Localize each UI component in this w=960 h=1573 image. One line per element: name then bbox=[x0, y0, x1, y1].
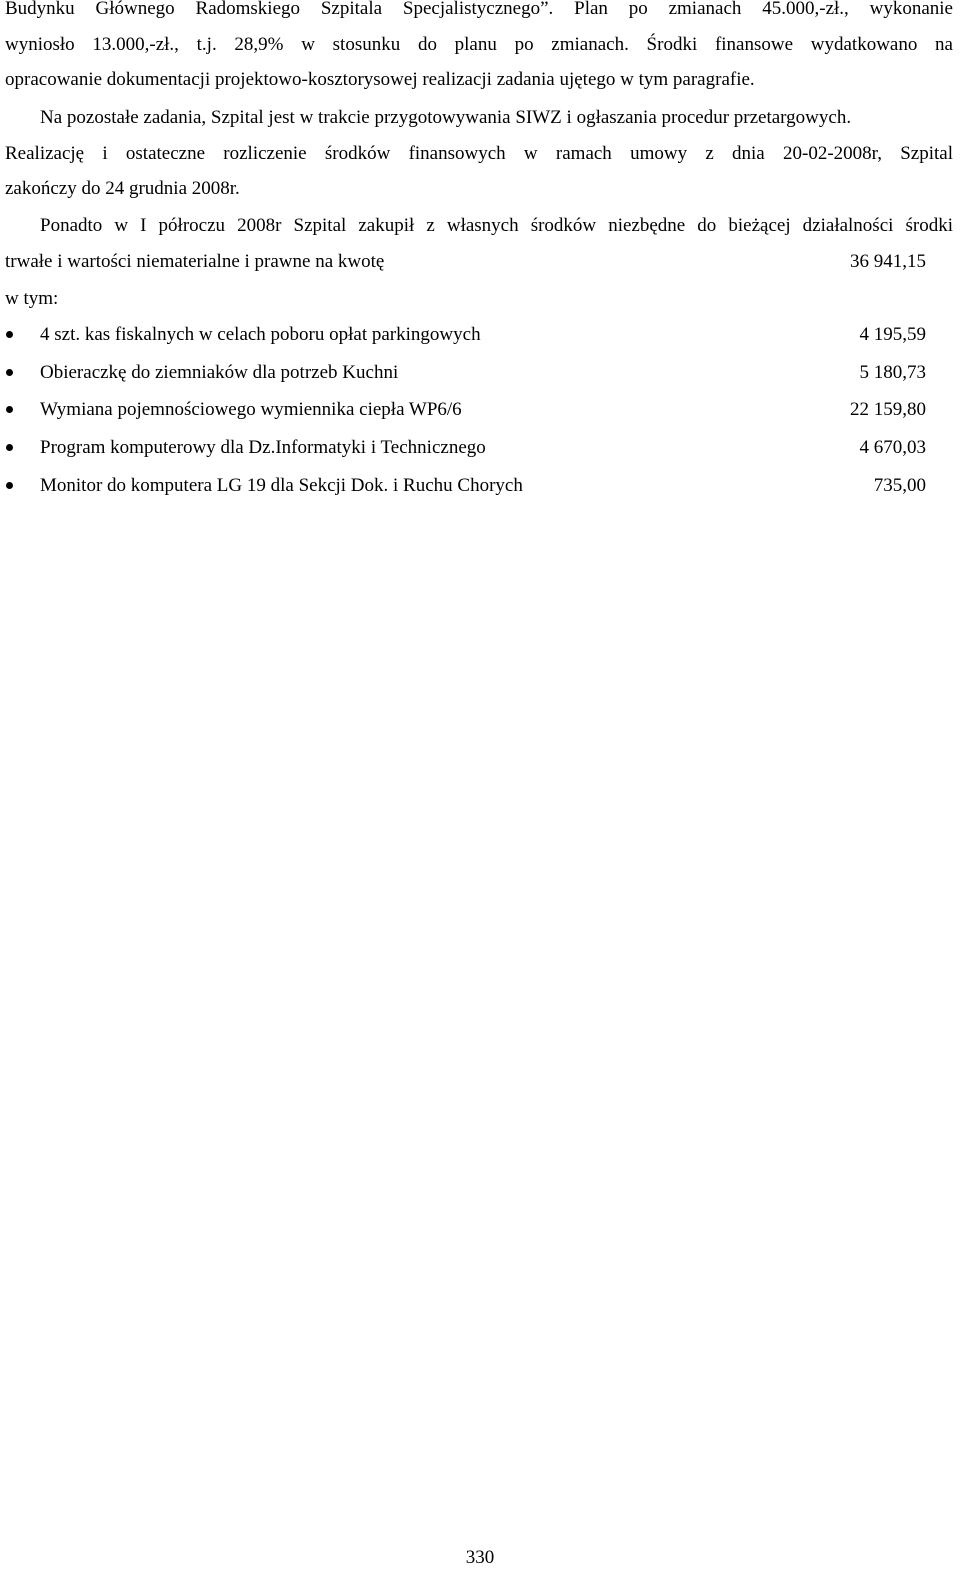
paragraph-3-line-3 bbox=[5, 287, 953, 311]
paragraph-2-line-3 bbox=[5, 177, 953, 201]
text-line: Ponadto w I półroczu 2008r Szpital zakupił z własnych środków niezbędne do bieżącej działalności środki bbox=[40, 215, 953, 236]
text-line: opracowanie dokumentacji projektowo-kosztorysowej realizacji zadania ujętego w tym paragrafie. bbox=[5, 69, 755, 90]
paragraph-2-line-1 bbox=[40, 106, 953, 130]
text-line: Budynku Głównego Radomskiego Szpitala Specjalistycznego”. Plan po zmianach 45.000,-zł., wykonanie bbox=[5, 0, 953, 19]
paragraph-3-total-row bbox=[5, 250, 926, 274]
item-amount: 4 670,03 bbox=[859, 437, 926, 458]
item-amount: 735,00 bbox=[873, 475, 926, 496]
bullet-icon bbox=[6, 482, 13, 489]
item-amount: 4 195,59 bbox=[859, 324, 926, 345]
paragraph-1-line-2 bbox=[5, 33, 953, 57]
item-amount: 22 159,80 bbox=[850, 399, 926, 420]
paragraph-1-line-1 bbox=[5, 0, 953, 21]
list-item bbox=[0, 474, 926, 498]
text-line: Na pozostałe zadania, Szpital jest w trakcie przygotowywania SIWZ i ogłaszania procedur przetargowych. bbox=[40, 107, 852, 128]
item-label: Monitor do komputera LG 19 dla Sekcji Dok. i Ruchu Chorych bbox=[40, 475, 523, 496]
bullet-icon bbox=[6, 406, 13, 413]
paragraph-3-line-1 bbox=[40, 214, 953, 238]
text-line: w tym: bbox=[5, 288, 59, 309]
item-label: Program komputerowy dla Dz.Informatyki i Technicznego bbox=[40, 437, 486, 458]
list-item bbox=[0, 323, 926, 347]
list-item bbox=[0, 436, 926, 460]
item-label: Obieraczkę do ziemniaków dla potrzeb Kuchni bbox=[40, 362, 399, 383]
paragraph-1-line-3 bbox=[5, 68, 953, 92]
item-label: 4 szt. kas fiskalnych w celach poboru opłat parkingowych bbox=[40, 324, 481, 345]
list-item bbox=[0, 398, 926, 422]
text-line: Realizację i ostateczne rozliczenie środków finansowych w ramach umowy z dnia 20-02-2008r, Szpital bbox=[5, 143, 953, 164]
text-line: wyniosło 13.000,-zł., t.j. 28,9% w stosunku do planu po zmianach. Środki finansowe wydatkowano na bbox=[5, 34, 953, 55]
item-amount: 5 180,73 bbox=[859, 362, 926, 383]
list-item bbox=[0, 361, 926, 385]
total-label: trwałe i wartości niematerialne i prawne na kwotę bbox=[5, 251, 385, 272]
total-amount: 36 941,15 bbox=[850, 251, 926, 272]
bullet-icon bbox=[6, 369, 13, 376]
text-line: zakończy do 24 grudnia 2008r. bbox=[5, 178, 240, 199]
item-label: Wymiana pojemnościowego wymiennika ciepła WP6/6 bbox=[40, 399, 462, 420]
bullet-icon bbox=[6, 444, 13, 451]
paragraph-2-line-2 bbox=[5, 142, 953, 166]
page-number: 330 bbox=[465, 1547, 495, 1568]
bullet-icon bbox=[6, 331, 13, 338]
